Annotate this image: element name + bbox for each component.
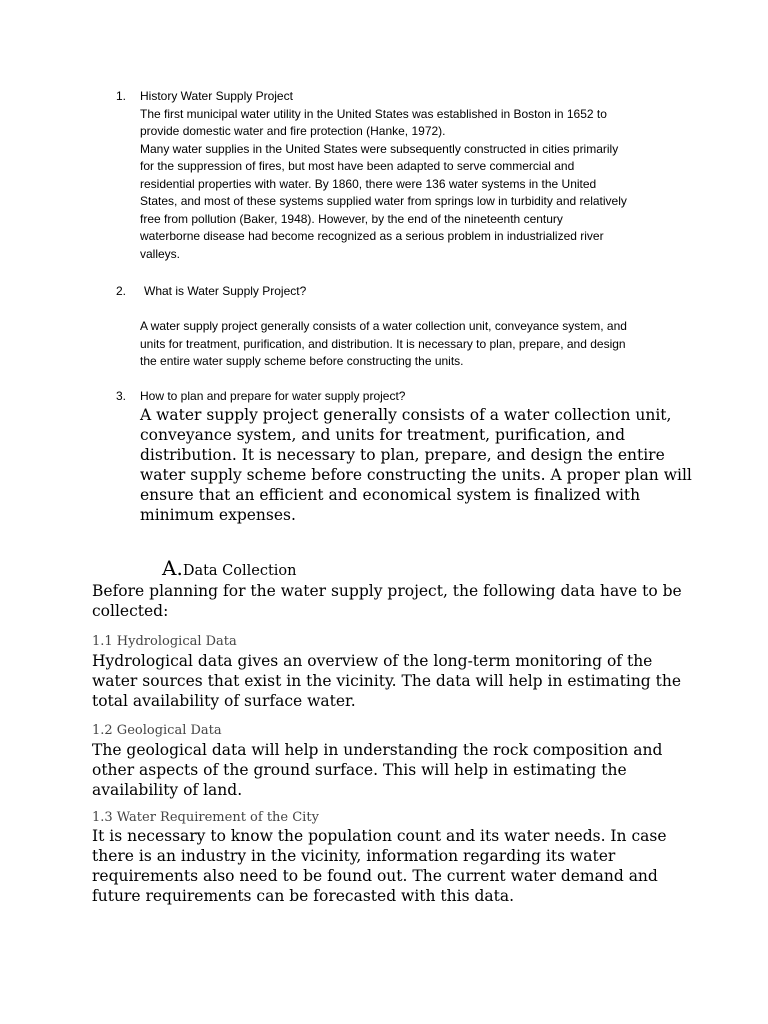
subsection-1-2-heading: 1.2 Geological Data xyxy=(92,723,222,738)
section-3-title: How to plan and prepare for water supply project? xyxy=(140,389,406,403)
subsection-line: The geological data will help in understanding the rock composition and xyxy=(92,741,663,759)
section-1-line: Many water supplies in the United States were subsequently constructed in cities primarily xyxy=(140,141,619,156)
section-1-line: for the suppression of fires, but most have been adapted to serve commercial and xyxy=(140,159,575,173)
subsection-line: Hydrological data gives an overview of the long-term monitoring of the xyxy=(92,652,653,670)
section-3-line: water supply scheme before constructing the units. A proper plan will xyxy=(140,466,692,484)
subsection-1-1-body xyxy=(92,651,681,711)
section-1-line: The first municipal water utility in the United States was established in Boston in 1652 to xyxy=(140,106,607,121)
subsection-1-2-body xyxy=(92,740,662,800)
section-3-line: minimum expenses. xyxy=(140,506,296,524)
subsection-line: water sources that exist in the vicinity. The data will help in estimating the xyxy=(92,672,682,690)
section-3-line: ensure that an efficient and economical system is finalized with xyxy=(140,486,641,504)
section-2-body xyxy=(140,318,627,371)
section-1-line: valleys. xyxy=(140,246,181,261)
section-2-line: the entire water supply scheme before constructing the units. xyxy=(140,354,464,368)
section-1-line: provide domestic water and fire protection (Hanke, 1972). xyxy=(140,124,446,138)
subsection-line: future requirements can be forecasted with this data. xyxy=(92,887,515,905)
section-1-line: residential properties with water. By 1860, there were 136 water systems in the United xyxy=(140,176,597,191)
subsection-line: requirements also need to be found out. The current water demand and xyxy=(92,867,658,885)
section-3-line: distribution. It is necessary to plan, prepare, and design the entire xyxy=(140,446,665,464)
section-1-body xyxy=(140,106,627,264)
section-2-line: A water supply project generally consists of a water collection unit, conveyance system, and xyxy=(140,319,627,333)
section-2-number: 2. xyxy=(116,284,127,298)
section-3-body xyxy=(140,405,692,525)
intro-line: collected: xyxy=(92,602,169,620)
subsection-1-1-heading: 1.1 Hydrological Data xyxy=(92,634,237,649)
data-collection-letter: A. xyxy=(162,556,183,580)
subsection-line: other aspects of the ground surface. This will help in estimating the xyxy=(92,761,627,779)
section-1-line: free from pollution (Baker, 1948). However, by the end of the nineteenth century xyxy=(140,211,563,226)
subsection-1-3-heading: 1.3 Water Requirement of the City xyxy=(92,810,319,825)
data-collection-heading xyxy=(162,556,297,580)
data-collection-title: Data Collection xyxy=(182,563,297,579)
subsection-line: It is necessary to know the population count and its water needs. In case xyxy=(92,827,667,845)
section-2-line: units for treatment, purification, and distribution. It is necessary to plan, prepare, and design xyxy=(140,336,626,351)
subsection-1-3-body xyxy=(92,826,667,906)
subsection-line: total availability of surface water. xyxy=(92,692,356,710)
intro-line: Before planning for the water supply project, the following data have to be xyxy=(92,582,682,600)
section-1-line: States, and most of these systems supplied water from springs low in turbidity and relatively xyxy=(140,194,627,208)
section-1-title: History Water Supply Project xyxy=(140,89,293,103)
section-2-title: What is Water Supply Project? xyxy=(144,284,307,298)
section-3-line: conveyance system, and units for treatment, purification, and xyxy=(140,426,626,444)
subsection-line: availability of land. xyxy=(92,781,243,799)
section-3-number: 3. xyxy=(116,389,127,403)
subsection-line: there is an industry in the vicinity, information regarding its water xyxy=(92,847,616,865)
section-1-number: 1. xyxy=(116,89,127,103)
section-1-line: waterborne disease had become recognized as a serious problem in industrialized river xyxy=(140,229,604,243)
section-3-line: A water supply project generally consists of a water collection unit, xyxy=(140,406,672,424)
data-collection-intro xyxy=(92,581,682,621)
